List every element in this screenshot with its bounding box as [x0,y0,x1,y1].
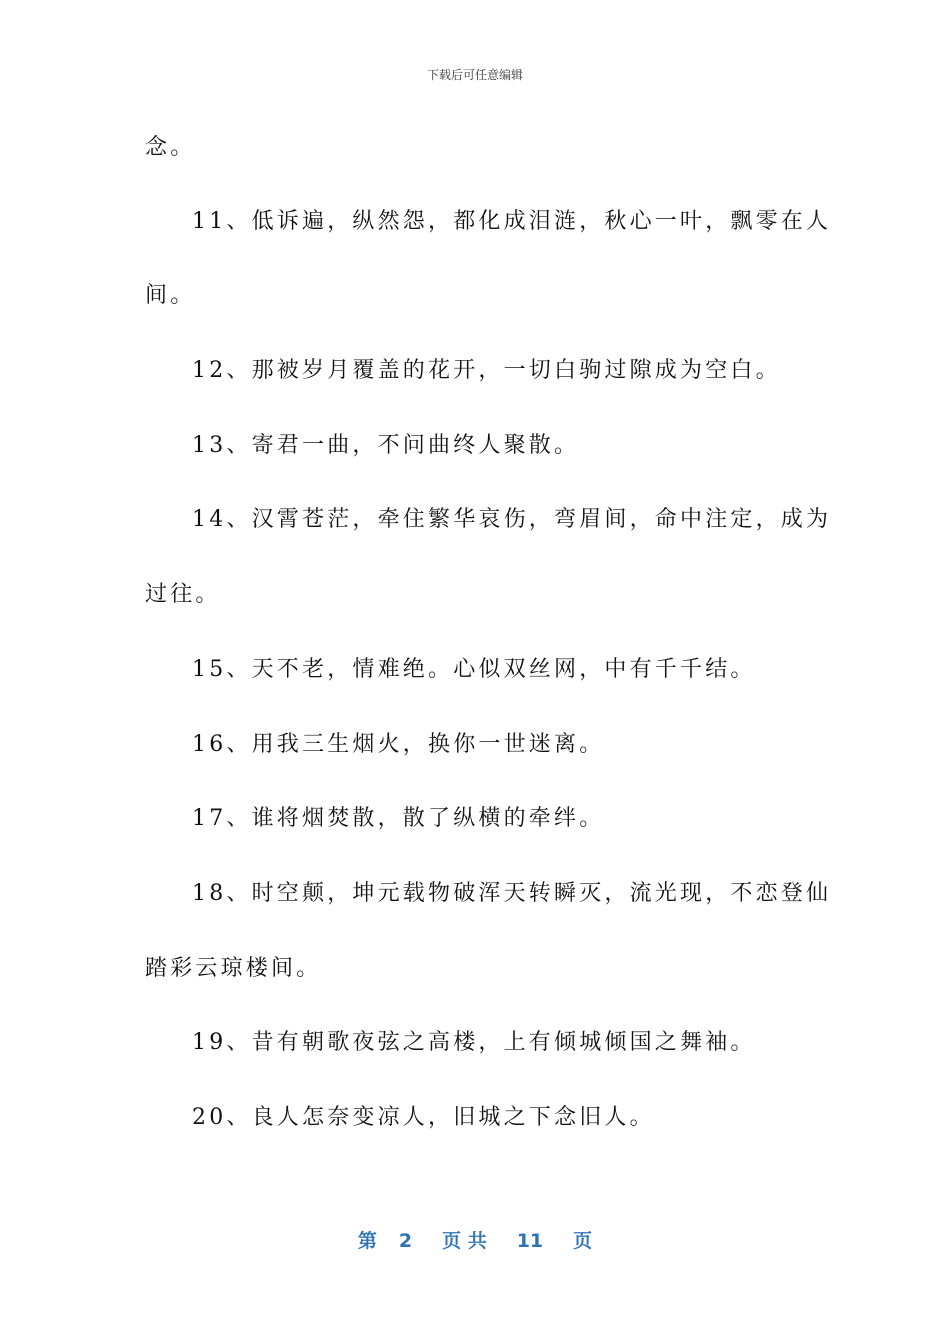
footer-suffix: 页 [573,1230,593,1252]
text-line: 踏彩云琼楼间。 [145,956,322,981]
text-line: 18、时空颠，坤元载物破浑天转瞬灭，流光现，不恋登仙 [192,881,832,906]
text-line: 14、汉霄苍茫，牵住繁华哀伤，弯眉间，命中注定，成为 [192,507,832,532]
text-line: 12、那被岁月覆盖的花开，一切白驹过隙成为空白。 [192,358,781,383]
text-line: 13、寄君一曲，不问曲终人聚散。 [192,433,580,458]
footer-total-pages: 11 [516,1230,544,1252]
text-line: 16、用我三生烟火，换你一世迷离。 [192,732,605,757]
text-line: 念。 [145,135,196,160]
text-line: 15、天不老，情难绝。心似双丝网，中有千千结。 [192,657,756,682]
footer-middle: 页 共 [442,1230,487,1252]
text-line: 过往。 [145,582,221,607]
page-header: 下载后可任意编辑 [426,68,523,82]
footer-prefix: 第 [357,1230,377,1252]
text-line: 20、良人怎奈变凉人，旧城之下念旧人。 [192,1105,655,1130]
text-line: 17、谁将烟焚散，散了纵横的牵绊。 [192,806,605,831]
footer-page-number: 2 [398,1230,413,1252]
text-line: 11、低诉遍，纵然怨，都化成泪涟，秋心一叶，飘零在人 [192,209,832,234]
page-footer [0,1226,950,1253]
text-line: 19、昔有朝歌夜弦之高楼，上有倾城倾国之舞袖。 [192,1030,756,1055]
text-line: 间。 [145,283,196,308]
